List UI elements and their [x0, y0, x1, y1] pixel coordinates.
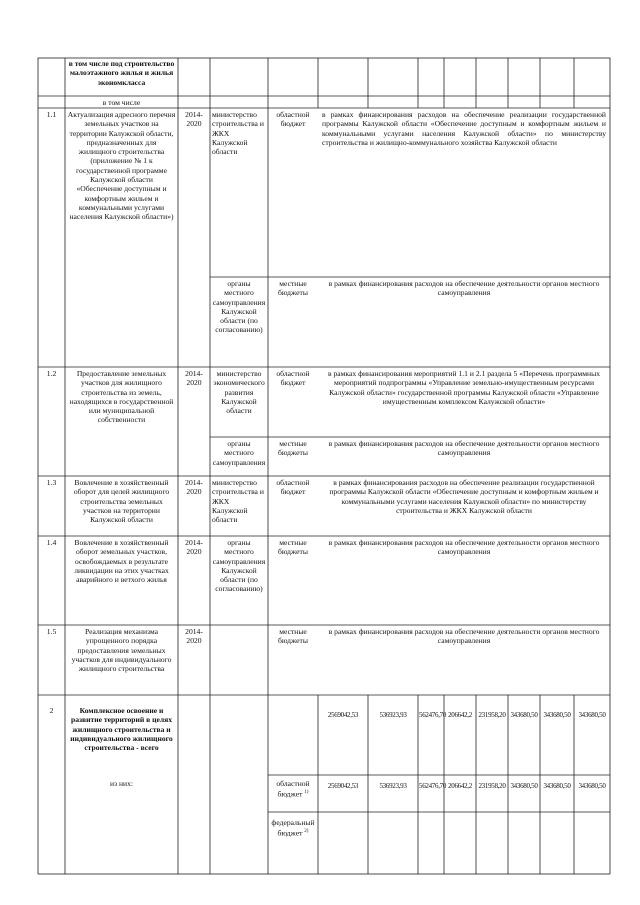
regional-value: 536923,93	[379, 782, 407, 790]
regional-value: 343680,50	[578, 782, 606, 790]
financing-note: в рамках финансирования расходов на обеспечение деятельности органов местного самоуправления	[328, 279, 600, 298]
subtitle-cell: в том числе под строительство малоэтажного жилья и жилья экономкласса	[68, 59, 175, 87]
regional-value: 2569042,53	[327, 782, 359, 790]
funding-source: местные бюджеты	[278, 538, 308, 557]
period: 2014-2020	[185, 627, 203, 646]
regional-value: 231958,20	[478, 782, 506, 790]
measure-name: Реализация механизма упрощенного порядка предоставления земельных участков для индивидуального жилищного строительства	[71, 627, 172, 674]
measure-name: Вовлечение в хозяйственный оборот для целей жилищного строительства земельных участков на территории Калужской области	[73, 478, 170, 525]
period: 2014-2020	[185, 478, 203, 497]
executor: органы местного самоуправления	[212, 439, 266, 467]
executor: министерство экономического развития Калужской области	[213, 369, 265, 416]
regional-value: 343680,50	[543, 782, 571, 790]
executor: органы местного самоуправления Калужской области (по согласованию)	[212, 538, 266, 594]
executor: министерство строительства и ЖКХ Калужской области	[212, 478, 264, 525]
measure-name: Вовлечение в хозяйственный оборот земельных участков, освобождаемых в результате ликвидации на этих участках аварийного и ветхого жилья	[74, 538, 169, 585]
funding-source: местные бюджеты	[278, 439, 308, 458]
financing-note: в рамках финансирования расходов на обеспечение реализации государственной программы Калужской области «Обеспечение доступным и комфортным жильем и коммунальными услугами населения Калужской области» по министерству строительства и жилищно-коммунального хозяйства Калужской области	[322, 110, 606, 147]
financing-note: в рамках финансирования расходов на обеспечение деятельности органов местного самоуправления	[328, 538, 600, 557]
funding-source: областной бюджет	[276, 369, 310, 388]
total-value: 231958,20	[478, 711, 506, 719]
funding-source-regional	[270, 779, 316, 799]
funding-source: областной бюджет	[276, 110, 310, 129]
row-number: 2	[49, 706, 54, 715]
measure-name: Предоставление земельных участков для жилищного строительства из земель, находящихся в государственной или муниципальной собственности	[69, 369, 174, 425]
financing-note: в рамках финансирования расходов на обеспечение деятельности органов местного самоуправления	[328, 439, 600, 458]
financing-note: в рамках финансирования расходов на обеспечение деятельности органов местного самоуправления	[328, 627, 600, 646]
row-number: 1.2	[46, 369, 57, 378]
period: 2014-2020	[185, 369, 203, 388]
including-cell: в том числе	[102, 98, 141, 107]
funding-source-federal	[270, 818, 316, 838]
row-number: 1.4	[46, 538, 57, 547]
executor: органы местного самоуправления Калужской области (по согласованию)	[212, 279, 266, 335]
regional-value: 206642,2	[448, 782, 472, 790]
footnote-marker: 2)	[304, 829, 309, 835]
period: 2014-2020	[185, 538, 203, 557]
measure-name: Актуализация адресного перечня земельных участков на территории Калужской области, предназначенных для жилищного строительства (приложение № 1 к государственной программе Калужской области «Обеспечение доступным и комфортным жильем и коммунальными услугами населения Калужской области»)	[67, 110, 176, 222]
total-value: 536923,93	[379, 711, 407, 719]
regional-budget-label: областной бюджет	[276, 779, 310, 799]
total-value: 206642,2	[448, 711, 472, 719]
funding-source: областной бюджет	[276, 478, 310, 497]
measure-name: Комплексное освоение и развитие территорий в целях жилищного строительства и индивидуального жилищного строительства - всего	[70, 706, 173, 753]
total-value: 2569042,53	[327, 711, 359, 719]
executor: министерство строительства и ЖКХ Калужской области	[212, 110, 264, 157]
row-number: 1.1	[46, 110, 57, 119]
regional-value: 562476,70	[419, 782, 447, 790]
of-which-label: из них:	[110, 779, 133, 788]
funding-source: местные бюджеты	[278, 627, 308, 646]
total-value: 343680,50	[578, 711, 606, 719]
row-number: 1.5	[46, 627, 57, 636]
total-value: 343680,50	[543, 711, 571, 719]
federal-budget-label: федеральный бюджет	[271, 818, 315, 838]
funding-source: местные бюджеты	[278, 279, 308, 298]
financing-note: в рамках финансирования мероприятий 1.1 и 2.1 раздела 5 «Перечень программных мероприятий подпрограммы «Управление земельно-имущественным ресурсами Калужской области» государственной программы Калужской области «Управление имущественным комплексом Калужской области»	[327, 369, 601, 406]
footnote-marker: 1)	[304, 790, 309, 796]
financing-note: в рамках финансирования расходов на обеспечение реализации государственной программы Калужской области «Обеспечение доступным и комфортным жильем и коммунальными услугами населения Калужской области» по министерству строительства и ЖКХ Калужской области	[329, 478, 599, 515]
period: 2014-2020	[185, 110, 203, 129]
row-number: 1.3	[46, 478, 57, 487]
total-value: 343680,50	[510, 711, 538, 719]
total-value: 562476,70	[419, 711, 447, 719]
regional-value: 343680,50	[510, 782, 538, 790]
